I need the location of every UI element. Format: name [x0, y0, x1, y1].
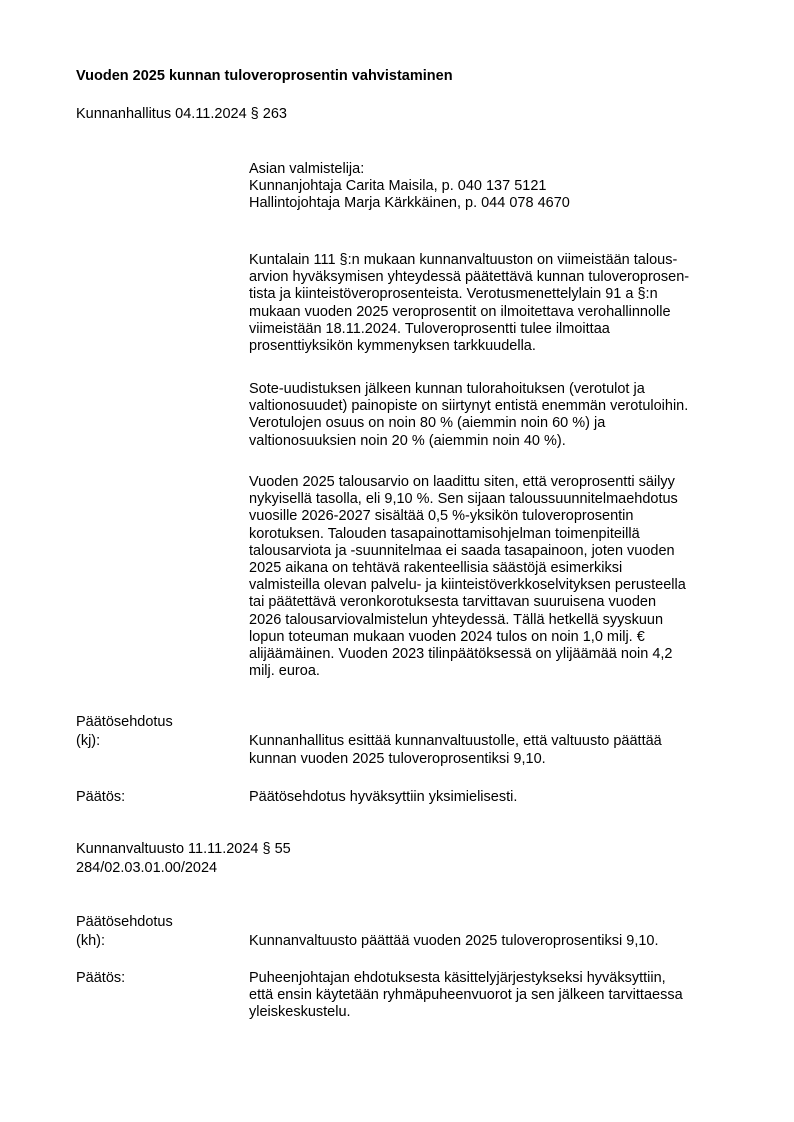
paragraph-line: lopun toteuman mukaan vuoden 2024 tulos on noin 1,0 milj. €	[249, 628, 645, 645]
council-meeting-header: Kunnanvaltuusto 11.11.2024 § 55	[76, 841, 291, 857]
paragraph-line: arvion hyväksymisen yhteydessä päätettävä kunnan tuloveroprosen-	[249, 269, 690, 286]
paragraph-line: valtionosuudet) painopiste on siirtynyt entistä enemmän verotuloihin.	[249, 398, 689, 415]
board-meeting-header: Kunnanhallitus 04.11.2024 § 263	[76, 106, 287, 122]
paragraph-line: talousarviota ja -suunnitelmaa ei saada tasapainoon, joten vuoden	[249, 542, 675, 559]
preparers-heading: Asian valmistelija:	[249, 161, 365, 177]
record-id: 284/02.03.01.00/2024	[76, 860, 218, 876]
proposal-2-text: Kunnanvaltuusto päättää vuoden 2025 tuloveroprosentiksi 9,10.	[249, 933, 659, 949]
paragraph-line: Vuoden 2025 talousarvio on laadittu siten, että veroprosentti säilyy	[249, 474, 675, 490]
proposal-1-text: Kunnanhallitus esittää kunnanvaltuustolle, että valtuusto päättää	[249, 733, 662, 749]
proposal-1-label: Päätösehdotus	[76, 714, 173, 730]
decision-2-text	[249, 970, 739, 1022]
preparer-2: Hallintojohtaja Marja Kärkkäinen, p. 044 078 4670	[249, 195, 570, 212]
paragraph-line: Verotulojen osuus on noin 80 % (aiemmin noin 60 %) ja	[249, 415, 606, 432]
paragraph-2	[249, 381, 739, 450]
paragraph-line: nykyisellä tasolla, eli 9,10 %. Sen sijaan taloussuunnitelmaehdotus	[249, 491, 678, 508]
preparer-1: Kunnanjohtaja Carita Maisila, p. 040 137 5121	[249, 178, 547, 195]
paragraph-line: valtionosuuksien noin 20 % (aiemmin noin 40 %).	[249, 432, 566, 449]
proposal-1-text-2: kunnan vuoden 2025 tuloveroprosentiksi 9,10.	[249, 751, 546, 767]
paragraph-line: valmisteilla olevan palvelu- ja kiinteistöverkkoselvityksen perusteella	[249, 577, 686, 594]
paragraph-line: milj. euroa.	[249, 663, 320, 680]
paragraph-line: Sote-uudistuksen jälkeen kunnan tulorahoituksen (verotulot ja	[249, 381, 645, 397]
paragraph-line: vuosille 2026-2027 sisältää 0,5 %-yksikön tuloveroprosentin	[249, 508, 634, 525]
decision-2-label: Päätös:	[76, 970, 126, 986]
paragraph-line: alijäämäinen. Vuoden 2023 tilinpäätöksessä on ylijäämää noin 4,2	[249, 646, 673, 663]
paragraph-line: prosenttiyksikön kymmenyksen tarkkuudella.	[249, 338, 536, 355]
paragraph-line: Puheenjohtajan ehdotuksesta käsittelyjärjestykseksi hyväksyttiin,	[249, 970, 666, 986]
proposal-2-label: Päätösehdotus	[76, 914, 173, 930]
paragraph-line: Kuntalain 111 §:n mukaan kunnanvaltuuston on viimeistään talous-	[249, 252, 678, 268]
paragraph-line: 2026 talousarviovalmistelun yhteydessä. Tällä hetkellä syyskuun	[249, 611, 664, 628]
paragraph-line: korotuksen. Talouden tasapainottamisohjelman toimenpiteillä	[249, 525, 640, 542]
proposal-2-sublabel: (kh):	[76, 933, 105, 949]
preparers-block	[249, 161, 739, 213]
proposal-1-sublabel: (kj):	[76, 733, 101, 749]
document-title: Vuoden 2025 kunnan tuloveroprosentin vahvistaminen	[76, 68, 453, 84]
paragraph-line: viimeistään 18.11.2024. Tuloveroprosentti tulee ilmoittaa	[249, 320, 610, 337]
decision-1-label: Päätös:	[76, 789, 126, 805]
paragraph-line: 2025 aikana on tehtävä rakenteellisia säästöjä esimerkiksi	[249, 560, 623, 577]
paragraph-line: tista ja kiinteistöveroprosenteista. Verotusmenettelylain 91 a §:n	[249, 286, 658, 303]
paragraph-3	[249, 474, 739, 680]
paragraph-1	[249, 252, 739, 355]
paragraph-line: tai päätettävä veronkorotuksesta tarvittavan suuruisena vuoden	[249, 594, 657, 611]
paragraph-line: että ensin käytetään ryhmäpuheenvuorot ja sen jälkeen tarvittaessa	[249, 987, 683, 1004]
decision-1-text: Päätösehdotus hyväksyttiin yksimielisesti.	[249, 789, 518, 805]
paragraph-line: mukaan vuoden 2025 veroprosentit on ilmoitettava verohallinnolle	[249, 303, 671, 320]
paragraph-line: yleiskeskustelu.	[249, 1004, 351, 1021]
